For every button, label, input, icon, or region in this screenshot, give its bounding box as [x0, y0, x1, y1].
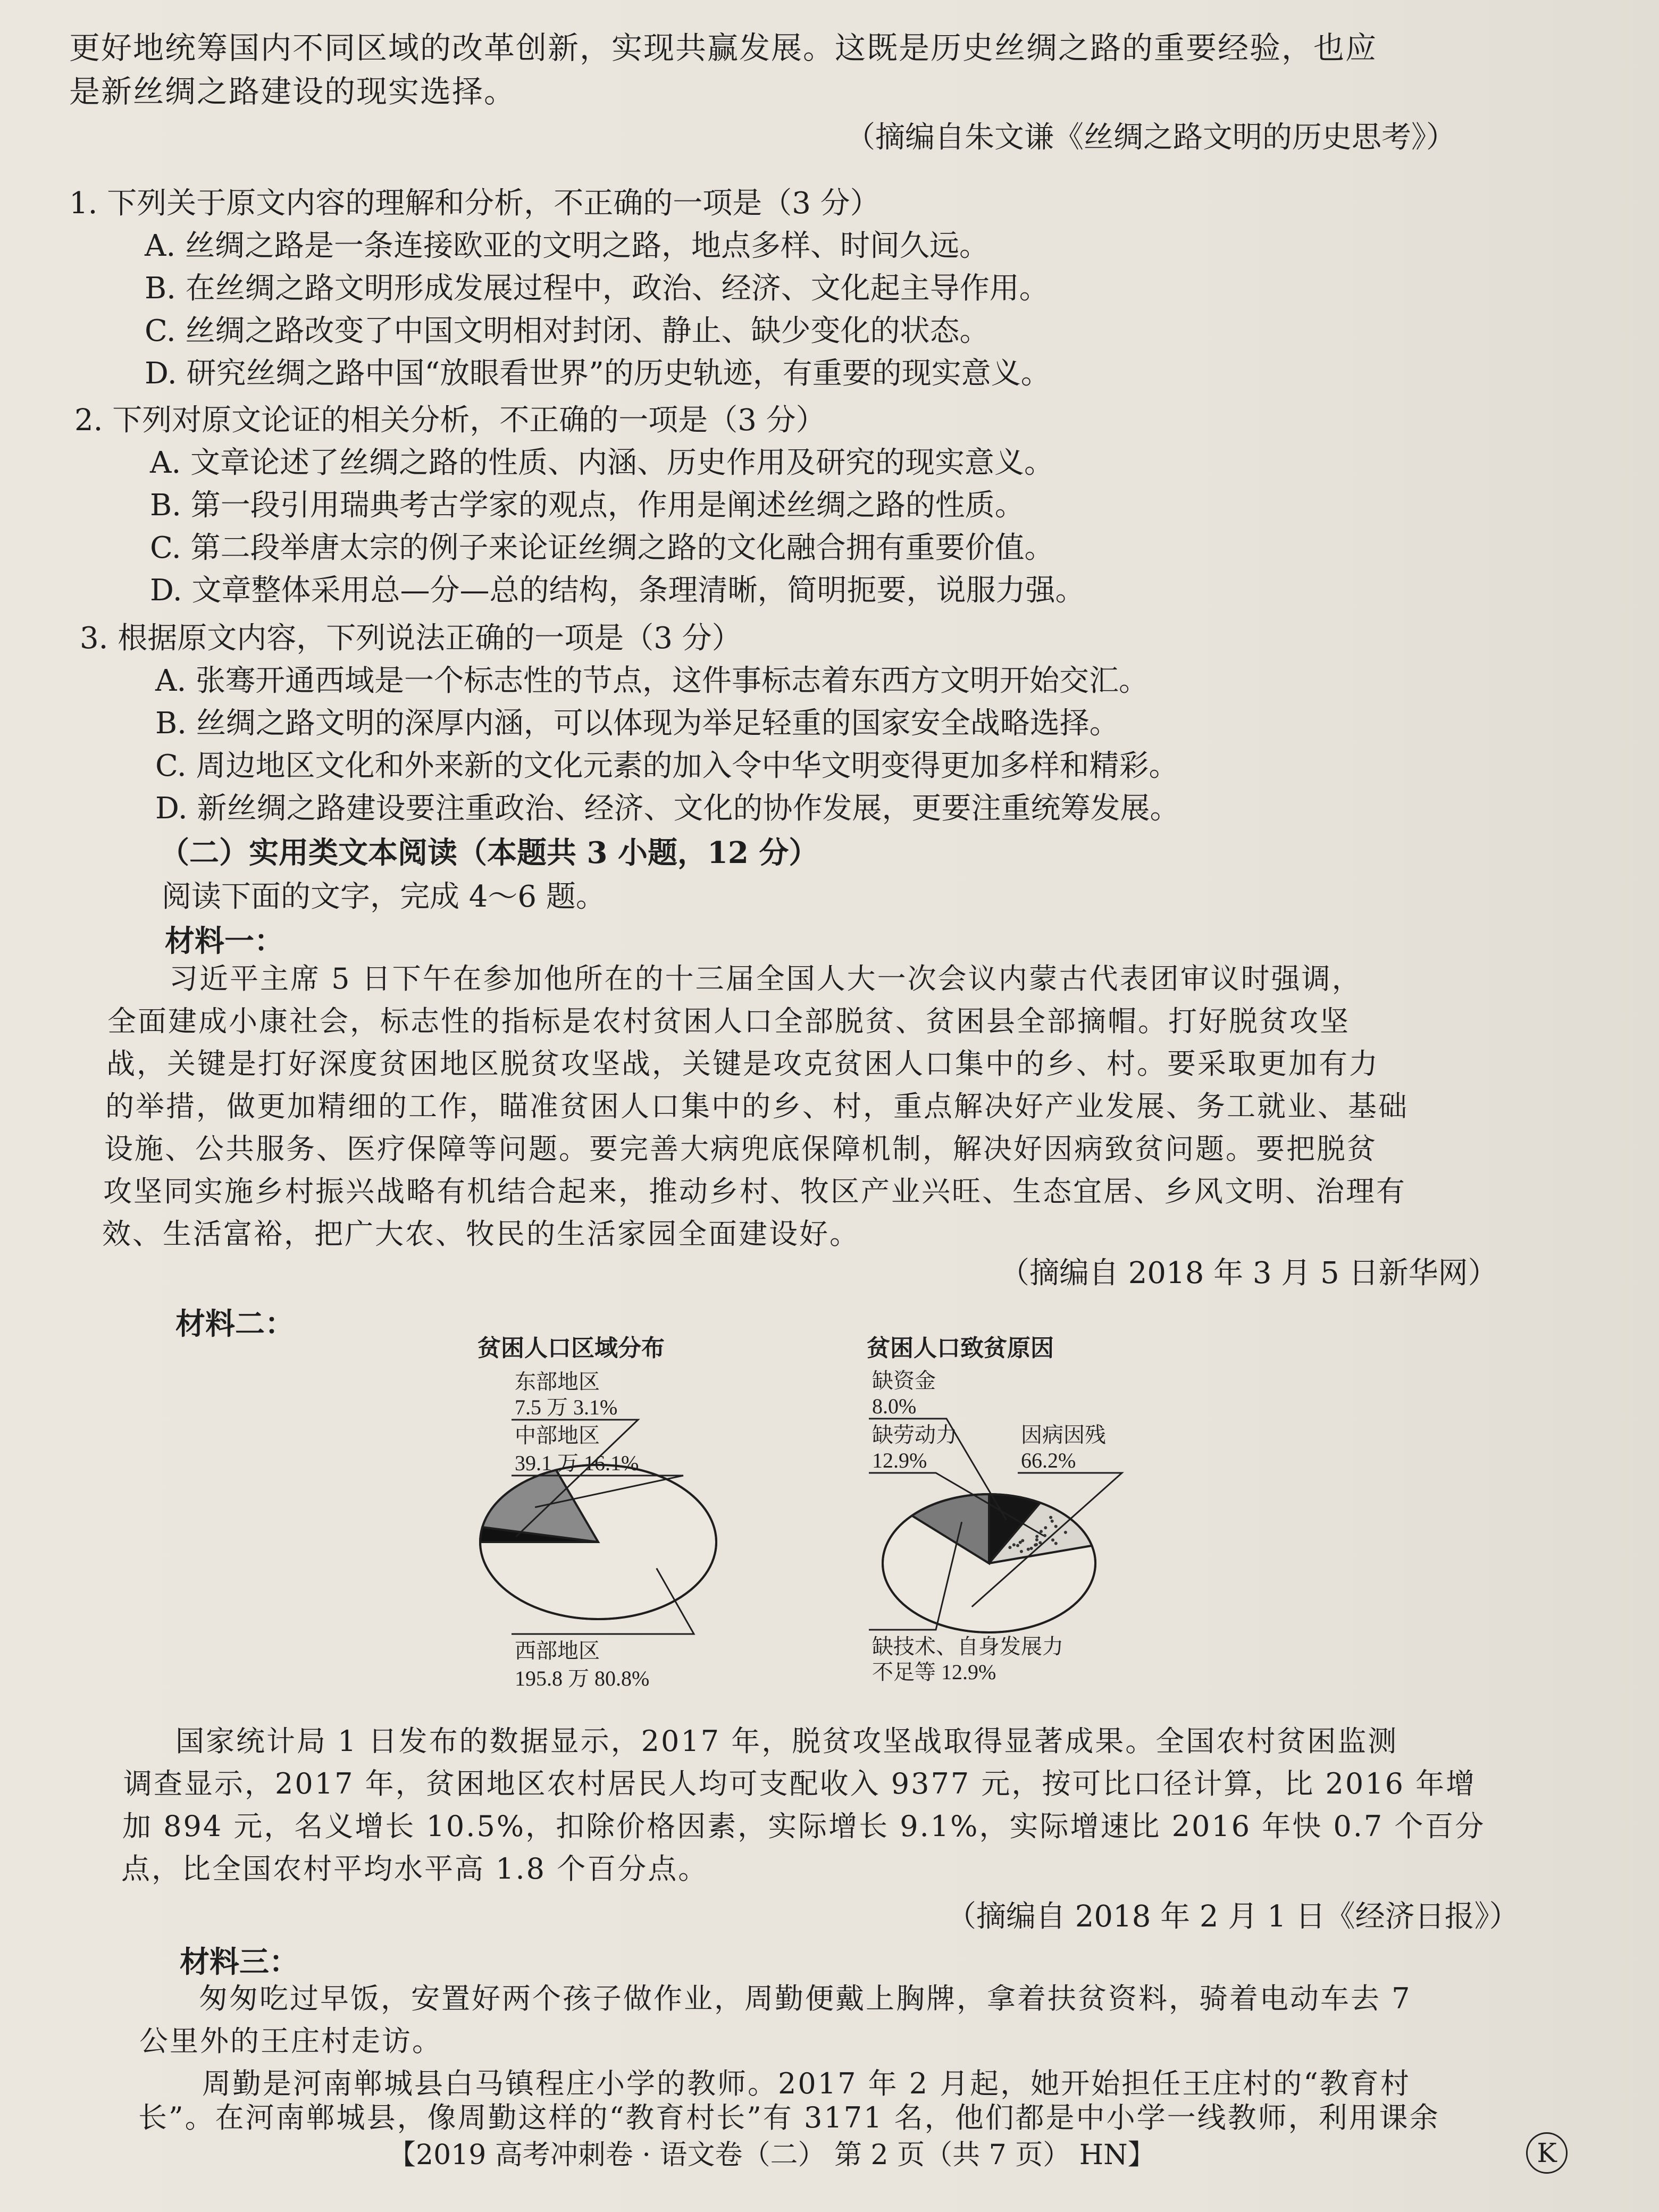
- material-1-line: 的举措，做更加精细的工作，瞄准贫困人口集中的乡、村，重点解决好产业发展、务工就业、基础: [105, 1090, 1409, 1123]
- chart-2-dot-texture: [1051, 1538, 1054, 1541]
- material-2-line: 点，比全国农村平均水平高 1.8 个百分点。: [121, 1852, 709, 1886]
- chart-2-dot-texture: [1035, 1538, 1038, 1541]
- chart-2-dot-texture: [1043, 1534, 1046, 1537]
- material-1-label: 材料一：: [165, 924, 284, 959]
- chart-2-dot-texture: [1040, 1530, 1043, 1533]
- chart-2-dot-texture: [1044, 1526, 1047, 1529]
- material-3-line: 周勤是河南郸城县白马镇程庄小学的教师。2017 年 2 月起，她开始担任王庄村的“教育村: [202, 2067, 1411, 2100]
- chart-1-category-label: 中部地区: [515, 1423, 600, 1447]
- material-3-label: 材料三：: [180, 1945, 299, 1980]
- material-1-source: （摘编自 2018 年 3 月 5 日新华网）: [1000, 1256, 1498, 1291]
- question-2-option-a: A. 文章论述了丝绸之路的性质、内涵、历史作用及研究的现实意义。: [150, 446, 1054, 480]
- corner-mark: K: [1526, 2132, 1568, 2174]
- material-2-label: 材料二：: [175, 1306, 295, 1342]
- chart-2-dot-texture: [1020, 1550, 1023, 1553]
- chart-2-category-label: 因病因残: [1021, 1423, 1106, 1447]
- chart-2-category-label: 缺劳动力: [872, 1423, 957, 1447]
- material-1-line: 效、生活富裕，把广大农、牧民的生活家园全面建设好。: [102, 1217, 860, 1251]
- chart-2-category-label: 缺技术、自身发展力: [872, 1635, 1063, 1658]
- chart-2-title: 贫困人口致贫原因: [867, 1335, 1054, 1361]
- section-title: （二）实用类文本阅读（本题共 3 小题，12 分）: [160, 835, 819, 870]
- chart-2-dot-texture: [1051, 1520, 1054, 1523]
- chart-2-dot-texture: [1008, 1546, 1011, 1549]
- chart-1-value-label: 195.8 万 80.8%: [515, 1666, 650, 1690]
- material-1-line: 全面建成小康社会，标志性的指标是农村贫困人口全部脱贫、贫困县全部摘帽。打好脱贫攻坚: [107, 1004, 1350, 1038]
- question-3-option-a: A. 张骞开通西域是一个标志性的节点，这件事标志着东西方文明开始交汇。: [155, 664, 1149, 698]
- chart-2-dot-texture: [1054, 1542, 1058, 1545]
- question-1-option-c: C. 丝绸之路改变了中国文明相对封闭、静止、缺少变化的状态。: [145, 314, 990, 348]
- chart-1-value-label: 39.1 万 16.1%: [515, 1451, 639, 1475]
- chart-1-category-label: 西部地区: [515, 1639, 600, 1663]
- question-3-option-d: D. 新丝绸之路建设要注重政治、经济、文化的协作发展，更要注重统筹发展。: [155, 791, 1180, 826]
- chart-2-dot-texture: [1035, 1543, 1038, 1546]
- material-2-source: （摘编自 2018 年 2 月 1 日《经济日报》）: [946, 1899, 1519, 1934]
- passage-line: 更好地统筹国内不同区域的改革创新，实现共赢发展。这既是历史丝绸之路的重要经验，也应: [69, 30, 1378, 66]
- material-1-line: 设施、公共服务、医疗保障等问题。要完善大病兜底保障机制，解决好因病致贫问题。要把脱贫: [104, 1132, 1377, 1166]
- chart-2-dot-texture: [1027, 1548, 1030, 1551]
- chart-2-category-label: 不足等 12.9%: [872, 1660, 996, 1684]
- chart-2-dot-texture: [1049, 1516, 1052, 1519]
- page-footer: 【2019 高考冲刺卷 · 语文卷（二） 第 2 页（共 7 页） HN】: [388, 2139, 1155, 2171]
- chart-2-dot-texture: [1054, 1525, 1058, 1528]
- chart-2-category-label: 缺资金: [872, 1369, 936, 1393]
- question-3-option-b: B. 丝绸之路文明的深厚内涵，可以体现为举足轻重的国家安全战略选择。: [155, 706, 1119, 741]
- question-2-option-c: C. 第二段举唐太宗的例子来论证丝绸之路的文化融合拥有重要价值。: [150, 531, 1054, 565]
- material-2-line: 加 894 元，名义增长 10.5%，扣除价格因素，实际增长 9.1%，实际增速比 2016 年快 0.7 个百分: [122, 1809, 1486, 1843]
- question-1-option-b: B. 在丝绸之路文明形成发展过程中，政治、经济、文化起主导作用。: [145, 271, 1049, 306]
- passage-line: 是新丝绸之路建设的现实选择。: [69, 73, 516, 110]
- question-1-option-d: D. 研究丝绸之路中国“放眼看世界”的历史轨迹，有重要的现实意义。: [145, 356, 1051, 391]
- question-1-stem: 1. 下列关于原文内容的理解和分析，不正确的一项是（3 分）: [69, 186, 880, 221]
- chart-1-title: 贫困人口区域分布: [477, 1335, 665, 1361]
- chart-2-dot-texture: [1012, 1543, 1016, 1546]
- chart-2-dot-texture: [1030, 1547, 1033, 1550]
- chart-2-dot-texture: [1021, 1539, 1024, 1542]
- chart-2-value-label: 66.2%: [1021, 1448, 1076, 1472]
- section-instruction: 阅读下面的文字，完成 4～6 题。: [162, 879, 606, 914]
- material-3-line: 匆匆吃过早饭，安置好两个孩子做作业，周勤便戴上胸牌，拿着扶贫资料，骑着电动车去 7: [199, 1982, 1412, 2015]
- chart-2-value-label: 8.0%: [872, 1394, 917, 1418]
- question-2-option-d: D. 文章整体采用总—分—总的结构，条理清晰，简明扼要，说服力强。: [150, 573, 1085, 608]
- question-1-option-a: A. 丝绸之路是一条连接欧亚的文明之路，地点多样、时间久远。: [145, 229, 990, 263]
- material-3-line: 长”。在河南郸城县，像周勤这样的“教育村长”有 3171 名，他们都是中小学一线教师，利用课余: [138, 2101, 1440, 2134]
- chart-1-value-label: 7.5 万 3.1%: [515, 1395, 618, 1419]
- chart-2-dot-texture: [1016, 1544, 1019, 1547]
- question-3-stem: 3. 根据原文内容，下列说法正确的一项是（3 分）: [80, 621, 742, 656]
- question-2-option-b: B. 第一段引用瑞典考古学家的观点，作用是阐述丝绸之路的性质。: [150, 488, 1025, 523]
- chart-2-dot-texture: [1035, 1535, 1038, 1538]
- material-1-line: 攻坚同实施乡村振兴战略有机结合起来，推动乡村、牧区产业兴旺、生态宜居、乡风文明、治理有: [103, 1175, 1406, 1208]
- chart-2-dot-texture: [1064, 1531, 1067, 1534]
- chart-1-category-label: 东部地区: [515, 1370, 600, 1394]
- passage-source: （摘编自朱文谦《丝绸之路文明的历史思考》）: [845, 120, 1456, 155]
- question-2-stem: 2. 下列对原文论证的相关分析，不正确的一项是（3 分）: [74, 403, 826, 438]
- material-1-line: 战，关键是打好深度贫困地区脱贫攻坚战，关键是攻克贫困人口集中的乡、村。要采取更加有力: [106, 1047, 1379, 1080]
- material-3-line: 公里外的王庄村走访。: [139, 2024, 442, 2058]
- material-1-line: 习近平主席 5 日下午在参加他所在的十三届全国人大一次会议内蒙古代表团审议时强调，: [169, 962, 1362, 995]
- question-3-option-c: C. 周边地区文化和外来新的文化元素的加入令中华文明变得更加多样和精彩。: [155, 749, 1179, 783]
- chart-2-value-label: 12.9%: [872, 1448, 927, 1472]
- material-2-line: 调查显示，2017 年，贫困地区农村居民人均可支配收入 9377 元，按可比口径计算，比 2016 年增: [123, 1767, 1477, 1800]
- material-2-line: 国家统计局 1 日发布的数据显示，2017 年，脱贫攻坚战取得显著成果。全国农村贫困监测: [175, 1724, 1398, 1758]
